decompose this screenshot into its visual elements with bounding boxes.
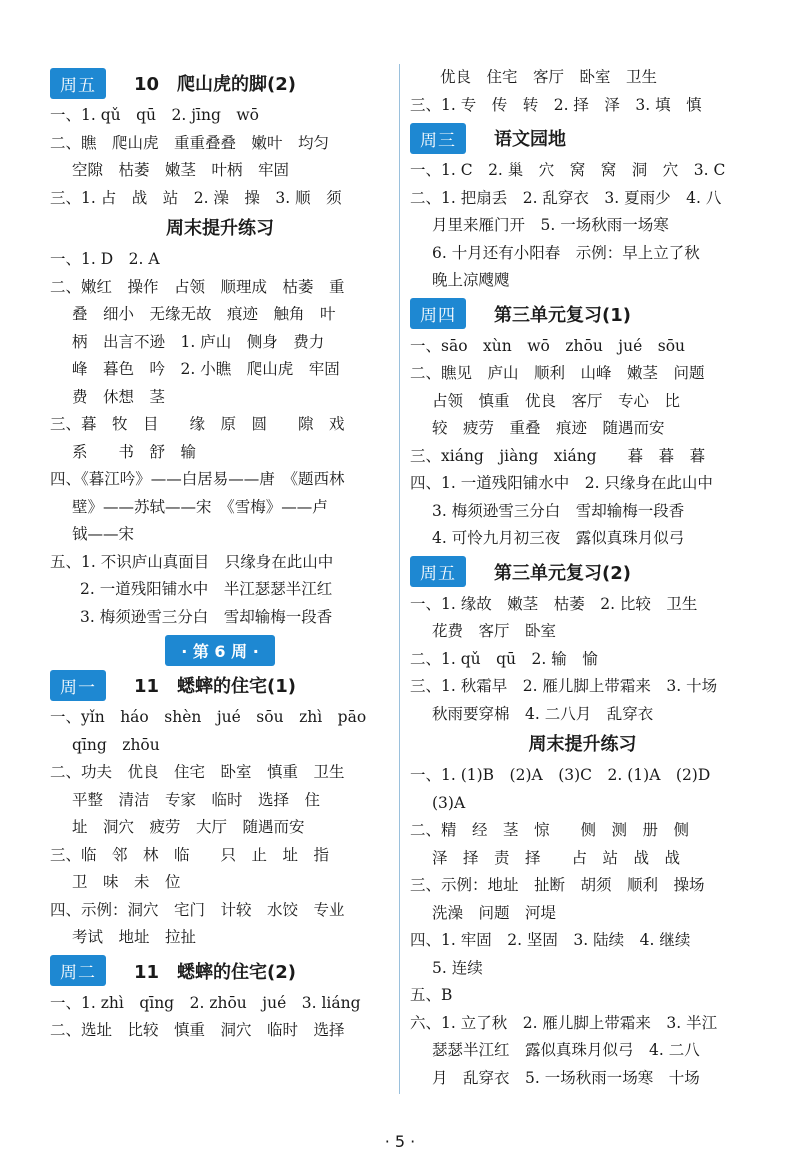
answer-line: 三、示例：地址 扯断 胡须 顺利 操场 — [410, 876, 705, 894]
answer-line: 一、1. D 2. A — [50, 250, 160, 268]
answer-line: 壁》——苏轼——宋 《雪梅》——卢 — [72, 497, 328, 516]
section-header — [50, 956, 390, 986]
answer-line: 四、1. 一道残阳铺水中 2. 只缘身在此山中 — [410, 474, 713, 492]
answer-line: 一、1. 缘故 嫩茎 枯萎 2. 比较 卫生 — [410, 594, 698, 613]
day-badge: 周五 — [50, 68, 106, 99]
answer-line: 一、1. qǔ qū 2. jīng wō — [50, 106, 260, 124]
answer-line: 6. 十月还有小阳春 示例：早上立了秋 — [432, 243, 700, 262]
section-title: 第三单元复习(2) — [494, 562, 631, 584]
answer-line: 平整 清洁 专家 临时 选择 住 — [72, 790, 321, 809]
answer-line: 二、功夫 优良 住宅 卧室 慎重 卫生 — [50, 763, 345, 781]
answer-line: 叠 细小 无缘无故 痕迹 触角 叶 — [72, 305, 336, 323]
answer-line: 考试 地址 拉扯 — [72, 928, 197, 946]
answer-line: 4. 可怜九月初三夜 露似真珠月似弓 — [432, 529, 685, 547]
answer-line: 较 疲劳 重叠 痕迹 随遇而安 — [432, 419, 665, 437]
answer-line: 优良 住宅 客厅 卧室 卫生 — [440, 68, 658, 86]
answer-line: 三、1. 秋霜早 2. 雁儿脚上带霜来 3. 十场 — [410, 677, 718, 695]
answer-line: 洗澡 问题 河堤 — [432, 903, 557, 922]
left-column — [50, 64, 390, 1045]
answer-line: 二、1. qǔ qū 2. 输 愉 — [410, 649, 598, 668]
answer-line: 空隙 枯萎 嫩茎 叶柄 牢固 — [72, 161, 290, 179]
answer-line: 系 书 舒 输 — [72, 442, 197, 461]
day-badge: 周五 — [410, 556, 466, 587]
answer-line: 卫 味 未 位 — [72, 873, 181, 891]
answer-line: 址 洞穴 疲劳 大厅 随遇而安 — [72, 818, 305, 836]
answer-line: 五、B — [410, 986, 453, 1004]
section-header — [410, 123, 755, 153]
answer-line: 峰 暮色 吟 2. 小瞧 爬山虎 牢固 — [72, 360, 340, 378]
day-badge: 周四 — [410, 298, 466, 329]
page-number: · 5 · — [384, 1132, 416, 1151]
section-header — [50, 670, 390, 700]
answer-line: 三、xiáng jiàng xiáng 暮 暮 暮 — [410, 446, 706, 465]
answer-line: 二、瞧见 庐山 顺利 山峰 嫩茎 问题 — [410, 364, 705, 382]
answer-line: 月 乱穿衣 5. 一场秋雨一场寒 十场 — [432, 1068, 700, 1087]
section-header — [410, 557, 755, 587]
answer-line: 二、嫩红 操作 占领 顺理成 枯萎 重 — [50, 277, 345, 296]
answer-line: 二、精 经 茎 惊 侧 测 册 侧 — [410, 821, 690, 839]
answer-line: 一、yǐn háo shèn jué sōu zhì pāo — [50, 708, 367, 726]
answer-line: 钺——宋 — [72, 525, 135, 543]
section-title: 语文园地 — [494, 129, 566, 150]
section-header — [50, 68, 390, 98]
answer-line: 四、《暮江吟》——白居易——唐 《题西林 — [50, 470, 345, 488]
answer-line: 2. 一道残阳铺水中 半江瑟瑟半江红 — [80, 580, 333, 598]
answer-line: 柄 出言不逊 1. 庐山 侧身 费力 — [72, 332, 325, 351]
subsection-title: 周末提升练习 — [166, 218, 274, 239]
answer-line: 晚上凉飕飕 — [432, 271, 510, 289]
answer-line: 一、1. C 2. 巢 穴 窝 窝 洞 穴 3. C — [410, 161, 726, 179]
answer-line: 三、1. 占 战 站 2. 澡 操 3. 顺 须 — [50, 188, 342, 207]
section-title: 10 爬山虎的脚(2) — [134, 74, 297, 95]
answer-line: 瑟瑟半江红 露似真珠月似弓 4. 二八 — [432, 1041, 700, 1059]
answer-line: 一、1. zhì qīng 2. zhōu jué 3. liáng — [50, 993, 361, 1012]
answer-line: 秋雨要穿棉 4. 二八月 乱穿衣 — [432, 704, 654, 723]
answer-line: 一、1. (1)B (2)A (3)C 2. (1)A (2)D — [410, 766, 711, 784]
section-title: 第三单元复习(1) — [494, 304, 631, 326]
answer-line: 二、选址 比较 慎重 洞穴 临时 选择 — [50, 1021, 345, 1039]
section-header — [410, 299, 755, 329]
answer-line: 二、1. 把扇丢 2. 乱穿衣 3. 夏雨少 4. 八 — [410, 188, 722, 207]
answer-line: 四、示例：洞穴 宅门 计较 水饺 专业 — [50, 900, 345, 919]
answer-line: 占领 慎重 优良 客厅 专心 比 — [432, 391, 681, 410]
answer-line: 3. 梅须逊雪三分白 雪却输梅一段香 — [432, 501, 685, 520]
answer-line: 一、sāo xùn wō zhōu jué sōu — [410, 336, 686, 355]
answer-line: 费 休想 茎 — [72, 387, 166, 406]
answer-line: 五、1. 不识庐山真面目 只缘身在此山中 — [50, 552, 334, 571]
answer-line: qīng zhōu — [72, 735, 160, 754]
column-divider — [399, 64, 400, 1094]
day-badge: 周一 — [50, 670, 106, 701]
answer-line: 六、1. 立了秋 2. 雁儿脚上带霜来 3. 半江 — [410, 1013, 718, 1032]
answer-line: 3. 梅须逊雪三分白 雪却输梅一段香 — [80, 607, 333, 626]
subsection-title: 周末提升练习 — [528, 734, 637, 755]
right-column — [410, 64, 755, 1092]
answer-line: 5. 连续 — [432, 958, 483, 977]
answer-line: 月里来雁门开 5. 一场秋雨一场寒 — [432, 216, 669, 234]
section-title: 11 蟋蟀的住宅(2) — [134, 961, 297, 983]
day-badge: 周三 — [410, 123, 466, 154]
answer-line: 三、临 邻 林 临 只 止 址 指 — [50, 845, 330, 864]
answer-line: 二、瞧 爬山虎 重重叠叠 嫩叶 均匀 — [50, 133, 330, 152]
answer-line: (3)A — [432, 793, 466, 812]
answer-line: 花费 客厅 卧室 — [432, 622, 557, 640]
week-banner: · 第 6 周 · — [165, 635, 275, 666]
answer-line: 三、1. 专 传 转 2. 择 泽 3. 填 慎 — [410, 95, 702, 114]
answer-line: 三、暮 牧 目 缘 原 圆 隙 戏 — [50, 415, 345, 433]
answer-line: 四、1. 牢固 2. 坚固 3. 陆续 4. 继续 — [410, 931, 691, 949]
day-badge: 周二 — [50, 955, 106, 986]
section-title: 11 蟋蟀的住宅(1) — [134, 676, 297, 697]
answer-line: 泽 择 责 择 占 站 战 战 — [432, 848, 681, 867]
